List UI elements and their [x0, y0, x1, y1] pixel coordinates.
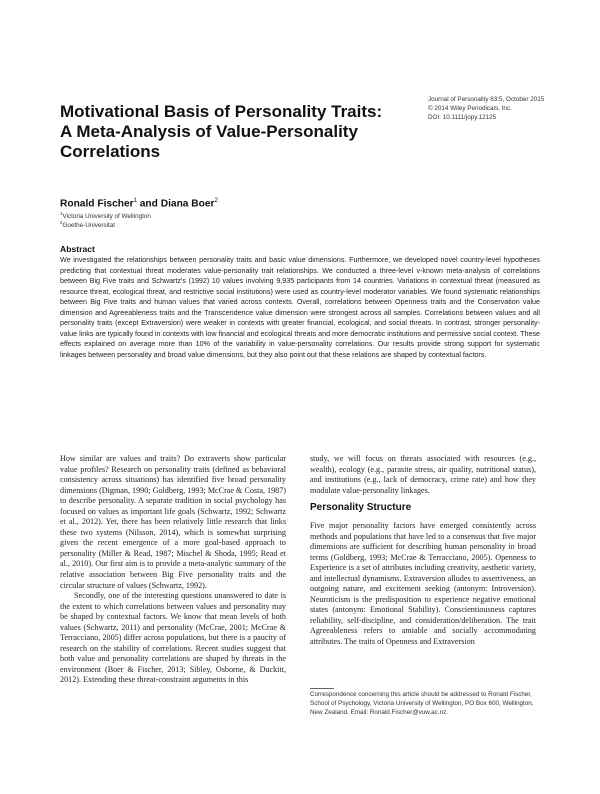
author-line: [60, 198, 218, 209]
body-column-left: [60, 454, 286, 686]
section-heading: Personality Structure: [310, 502, 412, 513]
journal-citation: Journal of Personality 83:5, October 2015: [428, 96, 545, 103]
affiliation-mark: 2: [60, 220, 63, 225]
affiliation-text: Victoria University of Wellington: [62, 213, 151, 221]
body-paragraph: Secondly, one of the interesting questions unanswered to date is the extent to which correlations between values and personality may be shaped by contextual factors. We know that mean levels of both values (Schwartz, 2011) and personality (McCrae, 2001; McCrae & Terracciano, 2005) differ across populations, but there is a paucity of research on the stability of correlations. Recent studies suggest that both value and personality correlations are shaped by threats in the environment (Boer & Fischer, 2013; Sibley, Osborne, & Duckitt, 2012). Extending these threat-constraint arguments in this: [60, 591, 286, 685]
body-paragraph: study, we will focus on threats associated with resources (e.g., wealth), ecology (e.g., parasite stress, air quality, nutritional status), and institutions (e.g., lack of democracy, crime rate) and how they modulate value-personality linkages.: [310, 454, 536, 495]
author-affiliation-mark: 1: [133, 198, 137, 204]
body-column-right: [310, 454, 536, 496]
author-name: Diana Boer: [160, 198, 215, 210]
article-title: Motivational Basis of Personality Traits: A Meta-Analysis of Value-Personality Correlations: [60, 102, 383, 161]
affiliation-text: Goethe-Universitat: [62, 222, 116, 230]
body-paragraph: How similar are values and traits? Do extraverts show particular value profiles? Research on personality traits (defined as behavioral consistency across situations) has identified five broad personality dimensions (Digman, 1990; Goldberg, 1993; McCrae & Costa, 1987) to describe personality. A separate tradition in social psychology has focused on values as important life goals (Schwartz, 1992; Schwartz et al., 2012). Yet, there has been relatively little research that links these two systems (Nilsson, 2014), which is somewhat surprising given the recent emergence of a more goal-based approach to personality (Miller & Read, 1987; Mischel & Shoda, 1995; Read et al., 2010). Our first aim is to provide a meta-analytic summary of the relative association between Big Five personality traits and the circular structure of values (Schwartz, 1992).: [60, 454, 286, 590]
journal-copyright: © 2014 Wiley Periodicals, Inc.: [428, 105, 512, 112]
journal-info: [428, 95, 578, 122]
affiliation: [60, 211, 151, 220]
body-paragraph: Five major personality factors have emerged consistently across methods and populations that have led to a consensus that five major dimensions are sufficient for describing human personality in broad terms (Goldberg, 1993; McCrae & Terracciano, 2005). Openness to Experience is a set of attributes including creativity, aesthetic variety, and intellectual dynamisms. Extraversion alludes to assertiveness, an outgoing nature, and excitement seeking (antonym: Introversion). Neuroticism is the predisposition to experience negative emotional states (antonym: Emotional Stability). Conscientiousness captures reliability, self-discipline, and consideration/deliberation. The trait Agreeableness refers to amiable and socially accommodating attributes. The traits of Openness and Extraversion: [310, 521, 536, 647]
journal-doi: DOI: 10.1111/jopy.12125: [428, 114, 497, 121]
author-name: Ronald Fischer: [60, 198, 134, 210]
abstract-text: We investigated the relationships between personality traits and basic value dimensions. Furthermore, we developed novel country-level hypotheses predicting that contextual threat moderates value-personality trait relationships. We conducted a three-level v-known meta-analysis of correlations between Big Five traits and Schwartz's (1992) 10 values involving 9,935 participants from 14 countries. Variations in contextual threat (measured as resource threat, ecological threat, and restrictive social institutions) were used as country-level moderator variables. We found systematic relationships between Big Five traits and human values that varied across contexts. Overall, correlations between Openness traits and the Conservation value dimension and Agreeableness traits and the Transcendence value dimension were strongest across all samples. Correlations between values and all personality traits (except Extraversion) were weaker in contexts with greater financial, ecological, and social threats. In contrast, stronger personality-value links are typically found in contexts with low financial and ecological threats and more democratic institutions and permissive social context. These effects explained on average more than 10% of the variability in value-personality correlations. Our results provide strong support for systematic linkages between personality and broad value dimensions, but they also point out that these relations are shaped by contextual factors.: [60, 256, 540, 359]
affiliation: [60, 220, 115, 229]
correspondence-note: Correspondence concerning this article should be addressed to Ronald Fischer, School of Psychology, Victoria University of Wellington, PO Box 600, Wellington, New Zealand. Email: Ronald.Fischer@vuw.ac.nz.: [310, 691, 534, 717]
affiliation-mark: 1: [60, 211, 63, 216]
footnote-divider: [310, 688, 334, 689]
author-joiner: and: [136, 198, 161, 210]
abstract-heading: Abstract: [60, 244, 95, 254]
author-affiliation-mark: 2: [214, 198, 218, 204]
body-column-right-section: [310, 521, 536, 648]
